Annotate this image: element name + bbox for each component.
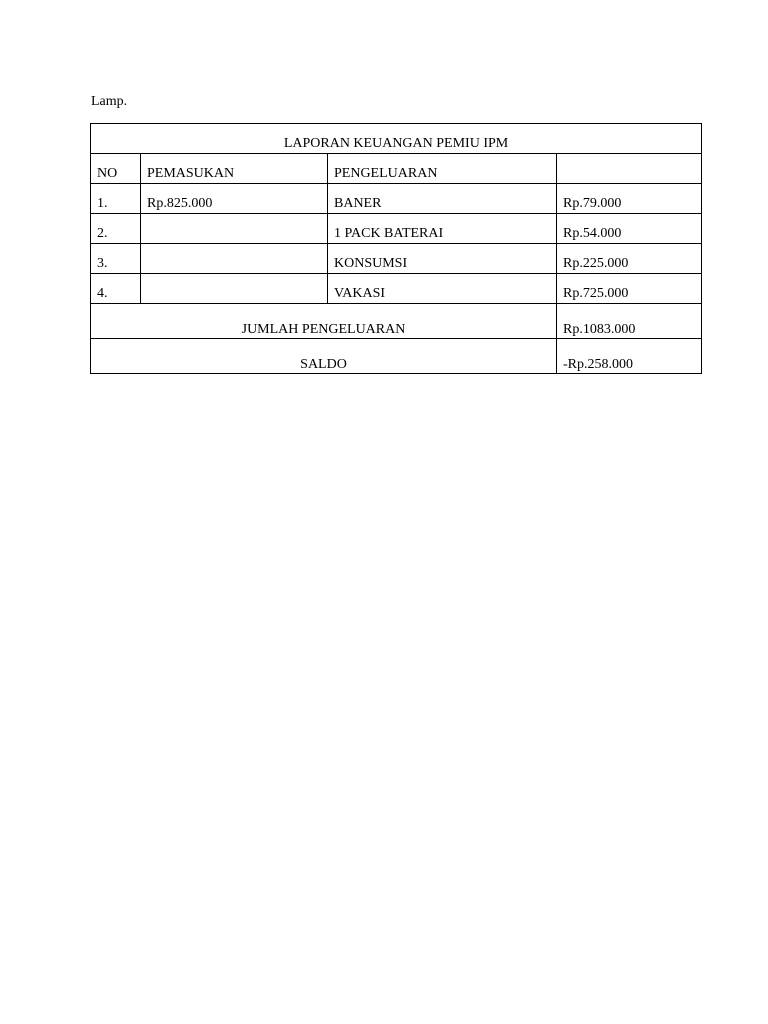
financial-report-table bbox=[90, 123, 702, 374]
header-income: PEMASUKAN bbox=[141, 154, 328, 184]
cell-amount: Rp.79.000 bbox=[557, 184, 702, 214]
cell-income bbox=[141, 214, 328, 244]
cell-no: 4. bbox=[91, 274, 141, 304]
cell-no: 2. bbox=[91, 214, 141, 244]
table-title-row bbox=[91, 124, 702, 154]
cell-amount: Rp.225.000 bbox=[557, 244, 702, 274]
total-label: JUMLAH PENGELUARAN bbox=[91, 304, 557, 339]
report-title: LAPORAN KEUANGAN PEMIU IPM bbox=[91, 124, 702, 154]
total-value: Rp.1083.000 bbox=[557, 304, 702, 339]
table-row bbox=[91, 214, 702, 244]
table-row bbox=[91, 184, 702, 214]
cell-expense: VAKASI bbox=[328, 274, 557, 304]
cell-expense: BANER bbox=[328, 184, 557, 214]
header-no: NO bbox=[91, 154, 141, 184]
balance-label: SALDO bbox=[91, 339, 557, 374]
table-header-row bbox=[91, 154, 702, 184]
lamp-label: Lamp. bbox=[91, 94, 128, 109]
cell-amount: Rp.725.000 bbox=[557, 274, 702, 304]
total-row bbox=[91, 304, 702, 339]
cell-no: 1. bbox=[91, 184, 141, 214]
header-amount bbox=[557, 154, 702, 184]
cell-expense: KONSUMSI bbox=[328, 244, 557, 274]
header-expense: PENGELUARAN bbox=[328, 154, 557, 184]
table-row bbox=[91, 244, 702, 274]
cell-income: Rp.825.000 bbox=[141, 184, 328, 214]
balance-row bbox=[91, 339, 702, 374]
cell-income bbox=[141, 274, 328, 304]
cell-expense: 1 PACK BATERAI bbox=[328, 214, 557, 244]
cell-no: 3. bbox=[91, 244, 141, 274]
balance-value: -Rp.258.000 bbox=[557, 339, 702, 374]
cell-income bbox=[141, 244, 328, 274]
table-row bbox=[91, 274, 702, 304]
cell-amount: Rp.54.000 bbox=[557, 214, 702, 244]
